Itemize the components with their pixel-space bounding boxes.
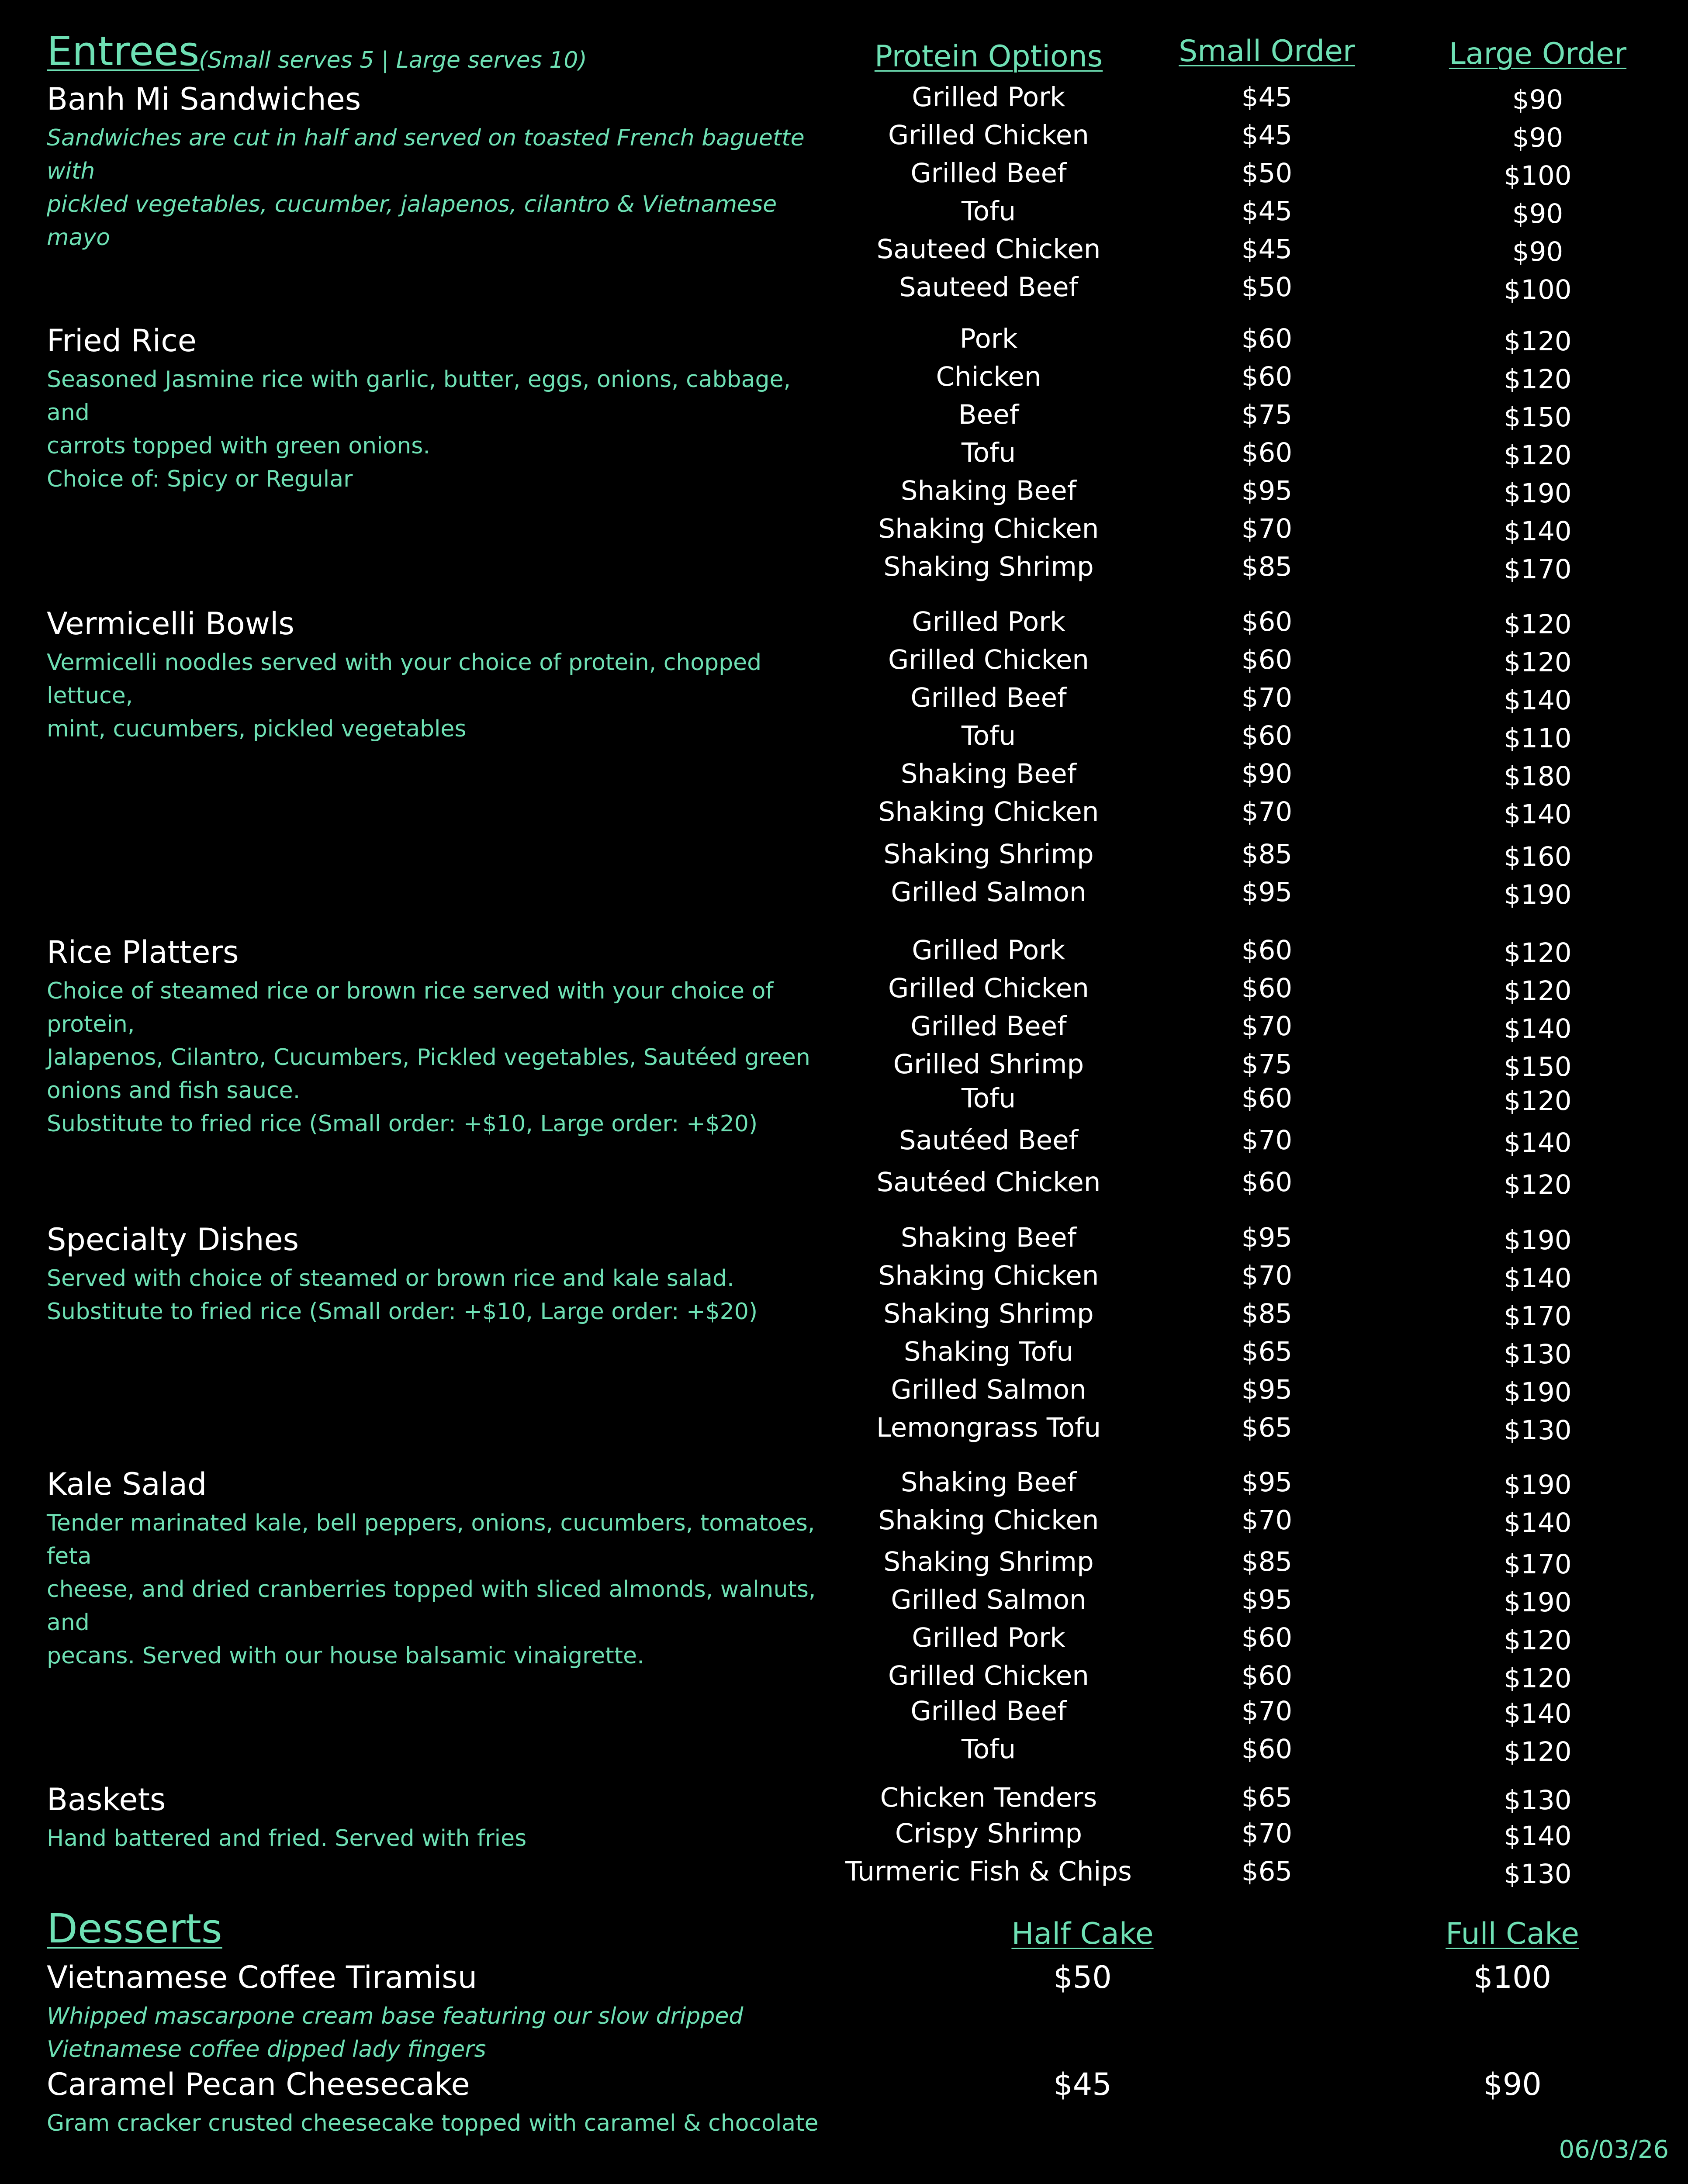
- description-line: Choice of steamed rice or brown rice served with your choice of protein,: [47, 978, 774, 1037]
- menu-section: [47, 1782, 1663, 1890]
- menu-row: [47, 515, 1663, 553]
- small-order-price: $70: [1241, 1696, 1293, 1727]
- menu-row: [47, 477, 1663, 515]
- large-order-price: $140: [1504, 1821, 1572, 1852]
- description-line: Substitute to fried rice (Small order: +$10, Large order: +$20): [47, 1111, 758, 1137]
- menu-row: [47, 841, 1663, 878]
- description-line: Gram cracker crusted cheesecake topped with caramel & chocolate: [47, 2110, 819, 2136]
- protein-option: Beef: [958, 399, 1019, 430]
- menu-date: 06/03/26: [1559, 2136, 1669, 2164]
- large-order-price: $120: [1504, 1085, 1572, 1116]
- protein-option: Grilled Beef: [910, 158, 1067, 189]
- protein-option: Tofu: [961, 1083, 1016, 1114]
- menu-row: [47, 1169, 1663, 1206]
- description-line: Substitute to fried rice (Small order: +$10, Large order: +$20): [47, 1299, 758, 1325]
- protein-option: Shaking Chicken: [878, 513, 1099, 544]
- half-cake-price: $50: [1053, 1959, 1112, 1995]
- small-order-price: $45: [1241, 120, 1293, 151]
- menu-row: [47, 722, 1663, 760]
- menu-row: [47, 401, 1663, 439]
- protein-option: Shaking Beef: [900, 1467, 1077, 1498]
- description-line: carrots topped with green onions.: [47, 433, 430, 459]
- protein-option: Shaking Chicken: [878, 796, 1099, 827]
- menu-row: [47, 363, 1663, 401]
- half-cake-header: Half Cake: [1011, 1917, 1154, 1951]
- menu-row: [47, 198, 1663, 235]
- large-order-price: $140: [1504, 685, 1572, 716]
- protein-options-header: Protein Options: [874, 39, 1103, 74]
- desserts-title: Desserts: [47, 1905, 222, 1952]
- protein-option: Shaking Beef: [900, 1222, 1077, 1253]
- menu-row: [47, 1376, 1663, 1414]
- small-order-price: $70: [1241, 796, 1293, 827]
- small-order-price: $85: [1241, 551, 1293, 582]
- full-cake-header: Full Cake: [1446, 1917, 1579, 1951]
- large-order-price: $190: [1504, 879, 1572, 910]
- menu-row: [47, 1736, 1663, 1773]
- menu-row: [47, 1820, 1663, 1858]
- description-line: Tender marinated kale, bell peppers, onions, cucumbers, tomatoes, feta: [47, 1510, 815, 1569]
- small-order-price: $60: [1241, 644, 1293, 675]
- protein-option: Grilled Salmon: [891, 1374, 1086, 1405]
- large-order-price: $140: [1504, 1507, 1572, 1538]
- protein-option: Turmeric Fish & Chips: [845, 1856, 1132, 1887]
- protein-option: Chicken Tenders: [880, 1782, 1097, 1813]
- protein-option: Sauteed Beef: [899, 272, 1079, 303]
- large-order-price: $120: [1504, 937, 1572, 968]
- section-title: Fried Rice: [47, 323, 197, 359]
- protein-option: Grilled Pork: [912, 1622, 1065, 1653]
- menu-row: [47, 608, 1663, 646]
- description-line: Choice of: Spicy or Regular: [47, 466, 353, 492]
- large-order-price: $190: [1504, 1377, 1572, 1408]
- large-order-price: $120: [1504, 647, 1572, 678]
- protein-option: Pork: [959, 323, 1018, 354]
- small-order-price: $65: [1241, 1782, 1293, 1813]
- dessert-name: Caramel Pecan Cheesecake: [47, 2067, 470, 2102]
- protein-option: Tofu: [961, 1734, 1016, 1765]
- protein-option: Grilled Beef: [910, 1011, 1067, 1042]
- menu-row: [47, 1085, 1663, 1123]
- section-title: Specialty Dishes: [47, 1222, 299, 1258]
- protein-option: Crispy Shrimp: [895, 1818, 1083, 1849]
- protein-option: Grilled Beef: [910, 1696, 1067, 1727]
- large-order-price: $140: [1504, 1127, 1572, 1158]
- large-order-price: $90: [1512, 122, 1563, 153]
- section-title: Vermicelli Bowls: [47, 606, 294, 642]
- small-order-price: $70: [1241, 1125, 1293, 1156]
- menu-row: [47, 1784, 1663, 1822]
- protein-option: Grilled Chicken: [888, 120, 1089, 151]
- protein-option: Shaking Shrimp: [883, 1546, 1094, 1577]
- protein-option: Shaking Chicken: [878, 1260, 1099, 1291]
- small-order-price: $70: [1241, 1818, 1293, 1849]
- section-title: Baskets: [47, 1782, 166, 1818]
- large-order-price: $90: [1512, 84, 1563, 115]
- dessert-name: Vietnamese Coffee Tiramisu: [47, 1959, 477, 1995]
- dessert-description: [47, 2107, 833, 2140]
- small-order-price: $65: [1241, 1412, 1293, 1443]
- menu-row: [47, 1662, 1663, 1700]
- full-cake-price: $100: [1473, 1959, 1552, 1995]
- protein-option: Grilled Salmon: [891, 1584, 1086, 1615]
- menu-row: [47, 1548, 1663, 1586]
- large-order-price: $120: [1504, 1169, 1572, 1200]
- description-line: pecans. Served with our house balsamic vinaigrette.: [47, 1643, 644, 1669]
- menu-row: [47, 798, 1663, 836]
- protein-option: Grilled Salmon: [891, 877, 1086, 908]
- large-order-price: $150: [1504, 1051, 1572, 1082]
- large-order-price: $120: [1504, 1663, 1572, 1694]
- small-order-price: $85: [1241, 1546, 1293, 1577]
- description-line: Seasoned Jasmine rice with garlic, butter, eggs, onions, cabbage, and: [47, 366, 791, 426]
- menu-row: [47, 1013, 1663, 1051]
- small-order-price: $45: [1241, 82, 1293, 113]
- description-line: Vietnamese coffee dipped lady fingers: [47, 2036, 486, 2063]
- protein-option: Shaking Tofu: [903, 1336, 1074, 1367]
- menu-row: [47, 274, 1663, 311]
- protein-option: Tofu: [961, 437, 1016, 468]
- menu-section: [47, 606, 1663, 910]
- protein-option: Shaking Shrimp: [883, 551, 1094, 582]
- menu-row: [47, 1414, 1663, 1452]
- small-order-price: $95: [1241, 1374, 1293, 1405]
- entrees-serving-note: (Small serves 5 | Large serves 10): [199, 47, 587, 73]
- menu-row: [47, 1300, 1663, 1338]
- menu-section: [47, 81, 1663, 305]
- menu-row: [47, 1586, 1663, 1624]
- large-order-price: $130: [1504, 1859, 1572, 1890]
- section-title: Banh Mi Sandwiches: [47, 81, 361, 117]
- menu-row: [47, 236, 1663, 273]
- large-order-header: Large Order: [1449, 37, 1627, 71]
- menu-section: [47, 934, 1663, 1200]
- small-order-price: $60: [1241, 1622, 1293, 1653]
- description-line: Jalapenos, Cilantro, Cucumbers, Pickled vegetables, Sautéed green: [47, 1044, 810, 1071]
- small-order-price: $95: [1241, 1584, 1293, 1615]
- menu-row: [47, 1051, 1663, 1089]
- large-order-price: $160: [1504, 841, 1572, 872]
- small-order-price: $60: [1241, 1660, 1293, 1691]
- small-order-price: $45: [1241, 234, 1293, 265]
- small-order-price: $75: [1241, 1049, 1293, 1080]
- small-order-price: $85: [1241, 1298, 1293, 1329]
- large-order-price: $140: [1504, 1263, 1572, 1294]
- menu-row: [47, 439, 1663, 477]
- full-cake-price: $90: [1483, 2067, 1542, 2102]
- dessert-description: [47, 2000, 833, 2066]
- menu-row: [47, 684, 1663, 722]
- protein-option: Grilled Chicken: [888, 1660, 1089, 1691]
- protein-option: Grilled Pork: [912, 606, 1065, 637]
- small-order-header: Small Order: [1179, 34, 1355, 69]
- small-order-price: $90: [1241, 758, 1293, 789]
- large-order-price: $140: [1504, 1698, 1572, 1729]
- small-order-price: $95: [1241, 1222, 1293, 1253]
- large-order-price: $120: [1504, 1736, 1572, 1767]
- menu-row: [47, 1507, 1663, 1545]
- small-order-price: $50: [1241, 272, 1293, 303]
- large-order-price: $120: [1504, 440, 1572, 471]
- protein-option: Shaking Chicken: [878, 1505, 1099, 1536]
- menu-section: [47, 323, 1663, 585]
- large-order-price: $110: [1504, 723, 1572, 754]
- protein-option: Tofu: [961, 196, 1016, 227]
- large-order-price: $140: [1504, 1013, 1572, 1044]
- large-order-price: $140: [1504, 799, 1572, 830]
- large-order-price: $190: [1504, 1225, 1572, 1256]
- menu-row: [47, 879, 1663, 916]
- menu-row: [47, 122, 1663, 159]
- large-order-price: $120: [1504, 975, 1572, 1006]
- small-order-price: $60: [1241, 1083, 1293, 1114]
- protein-option: Shaking Shrimp: [883, 839, 1094, 870]
- menu-row: [47, 1338, 1663, 1376]
- protein-option: Sautéed Chicken: [876, 1167, 1101, 1198]
- small-order-price: $60: [1241, 935, 1293, 966]
- menu-section: [47, 1466, 1663, 1767]
- menu-row: [47, 1127, 1663, 1165]
- protein-option: Shaking Beef: [900, 475, 1077, 506]
- description-line: pickled vegetables, cucumber, jalapenos, cilantro & Vietnamese mayo: [47, 191, 777, 251]
- large-order-price: $170: [1504, 1301, 1572, 1332]
- protein-option: Grilled Pork: [912, 935, 1065, 966]
- large-order-price: $180: [1504, 761, 1572, 792]
- menu-row: [47, 646, 1663, 684]
- small-order-price: $70: [1241, 1011, 1293, 1042]
- description-line: Whipped mascarpone cream base featuring our slow dripped: [47, 2003, 744, 2029]
- protein-option: Sauteed Chicken: [876, 234, 1101, 265]
- protein-option: Sautéed Beef: [899, 1125, 1079, 1156]
- small-order-price: $60: [1241, 1167, 1293, 1198]
- menu-row: [47, 975, 1663, 1013]
- menu-row: [47, 1698, 1663, 1735]
- large-order-price: $120: [1504, 1625, 1572, 1656]
- small-order-price: $95: [1241, 475, 1293, 506]
- dessert-item: [47, 2069, 1663, 2140]
- large-order-price: $90: [1512, 236, 1563, 267]
- protein-option: Grilled Beef: [910, 682, 1067, 713]
- small-order-price: $70: [1241, 682, 1293, 713]
- menu-row: [47, 1466, 1663, 1507]
- small-order-price: $95: [1241, 1467, 1293, 1498]
- description-line: Vermicelli noodles served with your choice of protein, chopped lettuce,: [47, 650, 762, 709]
- small-order-price: $95: [1241, 877, 1293, 908]
- description-line: Served with choice of steamed or brown rice and kale salad.: [47, 1265, 734, 1292]
- small-order-price: $65: [1241, 1856, 1293, 1887]
- small-order-price: $60: [1241, 323, 1293, 354]
- large-order-price: $100: [1504, 160, 1572, 191]
- description-line: mint, cucumbers, pickled vegetables: [47, 716, 467, 742]
- protein-option: Grilled Chicken: [888, 973, 1089, 1004]
- large-order-price: $170: [1504, 1549, 1572, 1580]
- menu-row: [47, 81, 1663, 121]
- large-order-price: $130: [1504, 1415, 1572, 1446]
- protein-option: Chicken: [936, 361, 1041, 392]
- protein-option: Shaking Shrimp: [883, 1298, 1094, 1329]
- small-order-price: $45: [1241, 196, 1293, 227]
- description-line: Hand battered and fried. Served with fries: [47, 1825, 527, 1852]
- large-order-price: $120: [1504, 609, 1572, 640]
- large-order-price: $100: [1504, 274, 1572, 305]
- section-title: Rice Platters: [47, 934, 239, 970]
- small-order-price: $60: [1241, 1734, 1293, 1765]
- small-order-price: $85: [1241, 839, 1293, 870]
- menu-row: [47, 934, 1663, 975]
- menu-row: [47, 160, 1663, 197]
- small-order-price: $50: [1241, 158, 1293, 189]
- protein-option: Grilled Chicken: [888, 644, 1089, 675]
- protein-option: Shaking Beef: [900, 758, 1077, 789]
- large-order-price: $120: [1504, 364, 1572, 395]
- protein-option: Tofu: [961, 720, 1016, 751]
- large-order-price: $150: [1504, 402, 1572, 433]
- large-order-price: $140: [1504, 516, 1572, 547]
- large-order-price: $130: [1504, 1785, 1572, 1816]
- menu-row: [47, 760, 1663, 798]
- small-order-price: $65: [1241, 1336, 1293, 1367]
- large-order-price: $190: [1504, 1587, 1572, 1618]
- menu-row: [47, 1262, 1663, 1300]
- small-order-price: $70: [1241, 1260, 1293, 1291]
- menu-row: [47, 553, 1663, 591]
- small-order-price: $60: [1241, 437, 1293, 468]
- protein-option: Lemongrass Tofu: [876, 1412, 1101, 1443]
- description-line: onions and fish sauce.: [47, 1078, 301, 1104]
- section-title: Kale Salad: [47, 1466, 207, 1502]
- description-line: cheese, and dried cranberries topped with sliced almonds, walnuts, and: [47, 1576, 816, 1636]
- large-order-price: $190: [1504, 478, 1572, 509]
- menu-row: [47, 1224, 1663, 1262]
- description-line: Sandwiches are cut in half and served on toasted French baguette with: [47, 125, 805, 184]
- half-cake-price: $45: [1053, 2067, 1112, 2102]
- small-order-price: $60: [1241, 720, 1293, 751]
- dessert-item: [47, 1959, 1663, 2066]
- small-order-price: $60: [1241, 361, 1293, 392]
- entrees-title: Entrees: [47, 28, 200, 75]
- menu-row: [47, 1624, 1663, 1662]
- large-order-price: $190: [1504, 1469, 1572, 1500]
- protein-option: Grilled Shrimp: [893, 1049, 1084, 1080]
- large-order-price: $170: [1504, 554, 1572, 585]
- small-order-price: $60: [1241, 973, 1293, 1004]
- small-order-price: $75: [1241, 399, 1293, 430]
- menu-row: [47, 325, 1663, 363]
- large-order-price: $120: [1504, 326, 1572, 357]
- menu-section: [47, 1222, 1663, 1446]
- large-order-price: $90: [1512, 198, 1563, 229]
- small-order-price: $70: [1241, 1505, 1293, 1536]
- small-order-price: $60: [1241, 606, 1293, 637]
- small-order-price: $70: [1241, 513, 1293, 544]
- large-order-price: $130: [1504, 1339, 1572, 1370]
- menu-row: [47, 1858, 1663, 1896]
- protein-option: Grilled Pork: [912, 82, 1065, 113]
